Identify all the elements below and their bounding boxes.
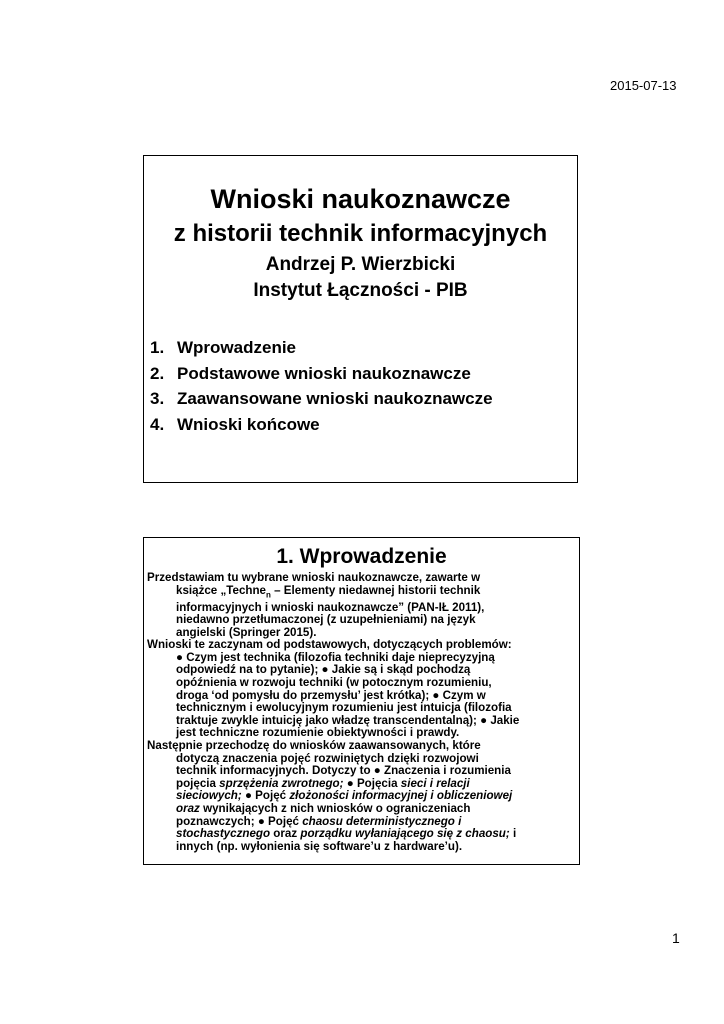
agenda-item bbox=[150, 386, 493, 412]
text-span: – Elementy niedawnej historii technik bbox=[270, 583, 481, 597]
text-line: jest techniczne rozumienie obiektywności i prawdy. bbox=[176, 726, 460, 740]
agenda-number: 1. bbox=[150, 338, 165, 357]
text-line: technik informacyjnych. Dotyczy to ● Znaczenia i rozumienia bbox=[176, 764, 511, 778]
text-line: odpowiedź na to pytanie); ● Jakie są i skąd pochodzą bbox=[176, 663, 471, 677]
agenda-text: Zaawansowane wnioski naukoznawcze bbox=[177, 389, 493, 408]
text-span: książce „Techne bbox=[176, 583, 267, 597]
italic-term: sieci i relacji bbox=[400, 776, 470, 790]
paragraph-2 bbox=[147, 639, 575, 740]
italic-term: sprzężenia zwrotnego; bbox=[219, 776, 344, 790]
text-line: traktuje zwykle intuicję jako władzę transcendentalną); ● Jakie bbox=[176, 713, 520, 727]
agenda-number: 4. bbox=[150, 414, 165, 434]
italic-term: chaosu deterministycznego i bbox=[302, 814, 462, 828]
text-line: Następnie przechodzę do wniosków zaawansowanych, które bbox=[147, 739, 481, 753]
text-span: poznawczych; ● Pojęć bbox=[176, 814, 303, 828]
italic-term: sieciowych; bbox=[176, 789, 242, 803]
text-span: ● Pojęć bbox=[241, 789, 290, 803]
text-line: droga ‘od pomysłu do przemysłu’ jest krótka); ● Czym w bbox=[176, 688, 486, 702]
text-line: innych (np. wyłonienia się software’u z hardware’u). bbox=[176, 839, 463, 853]
paragraph-1 bbox=[147, 572, 575, 639]
document-date: 2015-07-13 bbox=[610, 78, 677, 93]
subscript: n bbox=[266, 589, 271, 599]
agenda-item bbox=[150, 412, 493, 438]
italic-term: porządku wyłaniającego się z chaosu; bbox=[300, 827, 510, 841]
author-name: Andrzej P. Wierzbicki bbox=[265, 254, 456, 275]
text-span: i bbox=[509, 827, 517, 841]
text-line: ● Czym jest technika (filozofia techniki daje nieprecyzyjną bbox=[176, 650, 495, 664]
italic-term: złożoności informacyjnej i obliczeniowej bbox=[289, 789, 513, 803]
text-line bbox=[147, 585, 575, 602]
text-line: technicznym i ewolucyjnym rozumieniu jest intuicja (filozofia bbox=[176, 701, 512, 715]
text-line: Wnioski te zaczynam od podstawowych, dotyczących problemów: bbox=[147, 638, 512, 652]
slide-heading: 1. Wprowadzenie bbox=[276, 545, 447, 568]
slide-subtitle: z historii technik informacyjnych bbox=[173, 220, 548, 247]
agenda-item bbox=[150, 361, 493, 387]
italic-term: stochastycznego bbox=[176, 827, 271, 841]
text-span: wynikających z nich wniosków o ograniczeniach bbox=[199, 802, 471, 815]
italic-term: oraz bbox=[176, 802, 200, 815]
title-slide bbox=[143, 155, 578, 483]
text-span: pojęcia bbox=[176, 776, 220, 790]
introduction-slide bbox=[143, 537, 580, 865]
agenda-list bbox=[150, 335, 493, 437]
page-number: 1 bbox=[672, 930, 680, 946]
text-line: dotyczą znaczenia pojęć rozwiniętych dzięki rozwojowi bbox=[176, 751, 479, 765]
paragraph-3 bbox=[147, 740, 575, 853]
institution-name: Instytut Łączności - PIB bbox=[253, 280, 468, 301]
agenda-number: 3. bbox=[150, 389, 165, 408]
slide-body bbox=[147, 572, 575, 853]
agenda-item bbox=[150, 335, 493, 361]
agenda-number: 2. bbox=[150, 363, 165, 383]
text-line: angielski (Springer 2015). bbox=[176, 625, 317, 639]
agenda-text: Podstawowe wnioski naukoznawcze bbox=[177, 363, 471, 383]
agenda-text: Wprowadzenie bbox=[177, 338, 297, 357]
text-span: ● Pojęcia bbox=[343, 776, 401, 790]
text-span: oraz bbox=[270, 827, 301, 841]
text-line: informacyjnych i wnioski naukoznawcze” (PAN-IŁ 2011), bbox=[176, 600, 485, 614]
text-line bbox=[147, 828, 575, 841]
text-line: opóźnienia w rozwoju techniki (w potocznym rozumieniu, bbox=[176, 676, 492, 690]
text-line: niedawno przetłumaczonej (z uzupełnieniami) na język bbox=[176, 613, 476, 627]
text-line: Przedstawiam tu wybrane wnioski naukoznawcze, zawarte w bbox=[147, 571, 481, 584]
slide-title: Wnioski naukoznawcze bbox=[210, 184, 511, 214]
agenda-text: Wnioski końcowe bbox=[177, 414, 320, 434]
